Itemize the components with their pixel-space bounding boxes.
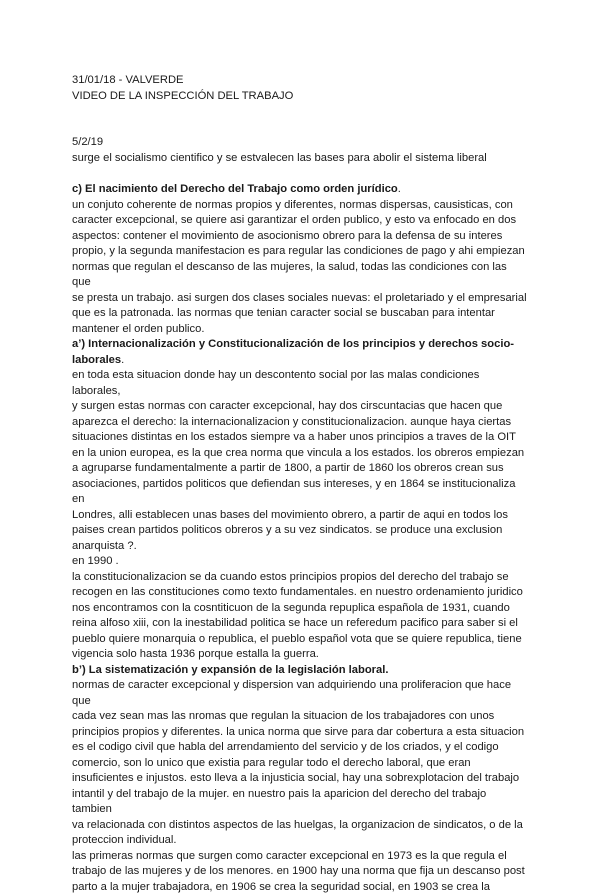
section-c-heading-tail: . xyxy=(397,183,401,195)
section-c-heading xyxy=(72,182,527,198)
header-title-line: VIDEO DE LA INSPECCIÓN DEL TRABAJO xyxy=(72,89,294,102)
section-a-body: en toda esta situacion donde hay un descontento social por las malas condiciones laborales, y surgen estas normas con caracter excepcional, hay dos cirscuntacias que hacen que aparezca el derecho: la internacionalizacion y constitucionalizacion. aunque haya ciertas situaciones distintas en los estados siempre va a haber unos principios a traves de la OIT en la union europea, es la que crea norma que vincula a los estados. los obreros empiezan a agruparse fundamentalmente a partir de 1800, a partir de 1860 los obreros crean sus asociaciones, partidos politicos que defiendan sus intereses, y en 1864 se institucionaliza en Londres, alli establecen unas bases del movimiento obrero, a partir de aqui en todos los paises crean partidos politicos obreros y a su vez sindicatos. se produce una exclusion anarquista ?. en 1990 . la constitucionalizacion se da cuando estos principios propios del derecho del trabajo se recogen en las constituciones como texto fundamentales. en nuestro ordenamiento juridico nos encontramos con la cosntiticuon de la segunda repuplica española de 1931, cuando reina alfoso xiii, con la inestabilidad politica se hace un referedum pacifico para saber si el pueblo quiere monarquia o republica, el pueblo español vota que se quiere republica, tiene vigencia solo hasta 1936 porque estalla la guerra. xyxy=(72,369,525,660)
section-a-heading xyxy=(72,337,527,368)
section-a-heading-tail: . xyxy=(121,353,125,366)
entry-line: surge el socialismo cientifico y se estvalecen las bases para abolir el sistema liberal xyxy=(72,151,487,164)
entry-date: 5/2/19 xyxy=(72,136,104,148)
section-b-heading: b’) La sistematización y expansión de la legislación laboral. xyxy=(72,663,389,676)
section-b-body: normas de caracter excepcional y dispersion van adquiriendo una proliferacion que hace que cada vez sean mas las nromas que regulan la situacion de los trabajadores con unos principios propios y diferentes. la unica norma que sirve para dar cobertura a esta situacion es el codigo civil que habla del arrendamiento del servicio y de los criados, y el codigo comercio, son lo unico que existia para regular todo el derecho laboral, que eran insuficientes e injustos. esto lleva a la injusticia social, hay una sobrexplotacion del trabajo intantil y del trabajo de la mujer. en nuestro pais la aparicion del derecho del trabajo tambien va relacionada con distintos aspectos de las huelgas, la organizacion de sindicatos, o de la proteccion individual. las primeras normas que surgen como caracter excepcional en 1973 es la que regula el trabajo de las mujeres y de los menores. en 1900 hay una norma que fija un descanso post parto a la mujer trabajadora, en 1906 se crea la seguridad social, en 1903 se crea la xyxy=(72,679,525,893)
section-c-body: un conjuto coherente de normas propios y diferentes, normas dispersas, causisticas, con caracter excepcional, se quiere asi garantizar el orden publico, y esto va enfocado en dos aspectos: contener el movimiento de asocionismo obrero para la defensa de su interes propio, y la segunda manifestacion es para regular las condiciones de pago y ahi empiezan normas que regulan el descanso de las mujeres, la salud, todas las condiciones con las que se presta un trabajo. asi surgen dos clases sociales nuevas: el proletariado y el empresarial que es la patronada. las normas que tenian caracter social se buscaban para intentar mantener el orden publico. xyxy=(72,198,527,335)
document-page xyxy=(72,73,527,895)
header-date-line: 31/01/18 - VALVERDE xyxy=(72,74,184,86)
spacer xyxy=(72,166,527,182)
section-a-heading-text: a’) Internacionalización y Constitucionalización de los principios y derechos socio- laborales xyxy=(72,338,514,366)
spacer xyxy=(72,104,527,135)
section-c-heading-text: c) El nacimiento del Derecho del Trabajo como orden jurídico xyxy=(72,183,398,195)
